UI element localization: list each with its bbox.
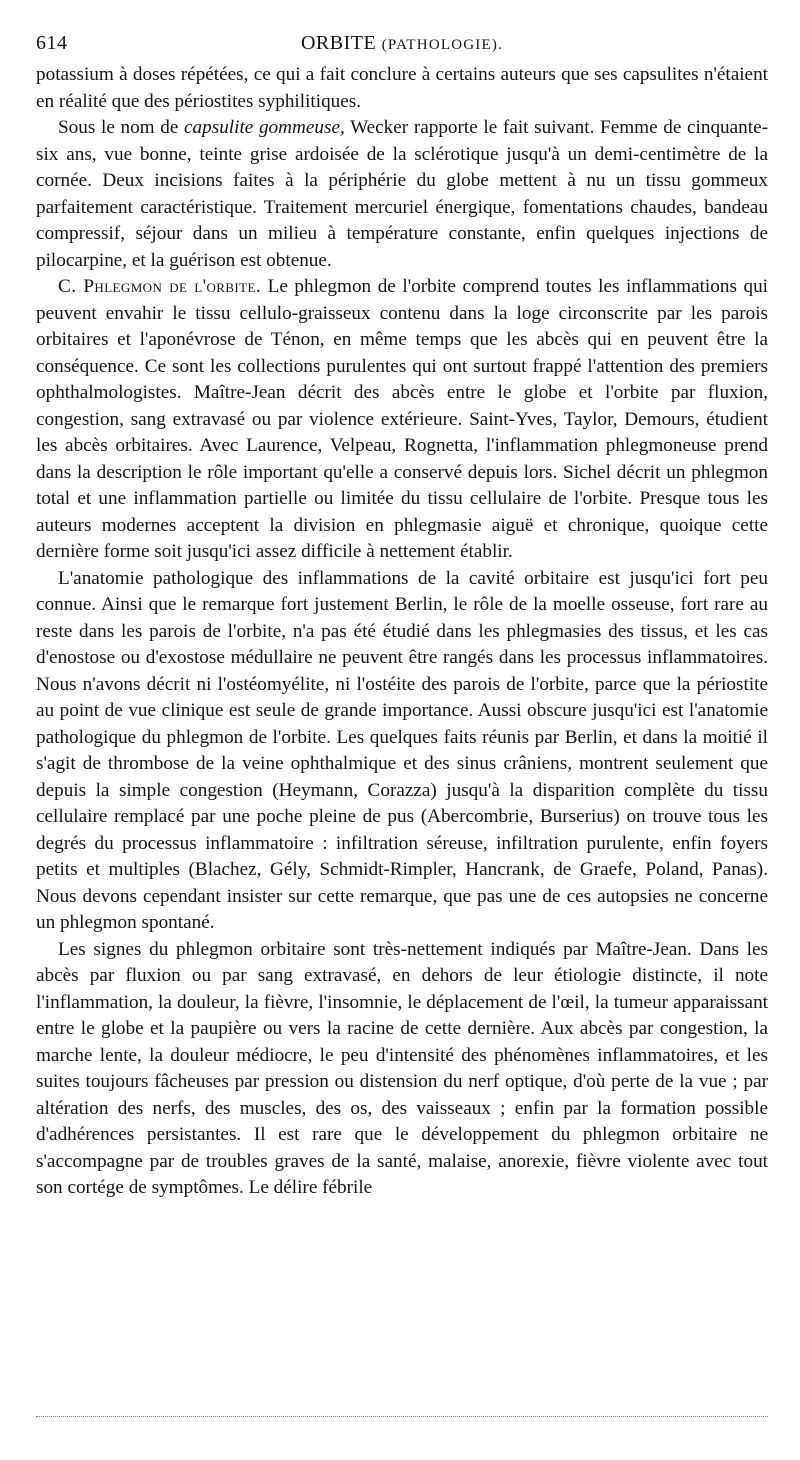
document-page xyxy=(36,28,768,1202)
running-title-sub: (PATHOLOGIE). xyxy=(381,37,503,53)
footer-rule xyxy=(36,1416,768,1417)
section-heading: C. Phlegmon de l'orbite. xyxy=(58,276,262,297)
running-title-main: ORBITE xyxy=(300,32,377,54)
page-number: 614 xyxy=(36,32,68,54)
paragraph-italic-term: capsulite gommeuse, xyxy=(184,117,345,138)
running-head xyxy=(36,28,768,62)
paragraph-text: potassium à doses répétées, ce qui a fait conclure à certains auteurs que ses capsulites n'étaient en réalité que des périostites syphilitiques. xyxy=(36,64,768,112)
paragraph-text: Les signes du phlegmon orbitaire sont très-nettement indiqués par Maître-Jean. Dans les abcès par fluxion ou par sang extravasé, en dehors de leur étiologie distincte, il note l'inflammation, la douleur, la fièvre, l'insomnie, le déplacement de l'œil, la tumeur apparaissant entre le globe et la paupière ou vers la racine de cette dernière. Aux abcès par congestion, la marche lente, la douleur médiocre, le peu d'intensité des phénomènes inflammatoires, et les suites toujours fâcheuses par pression ou distension du nerf optique, d'où perte de la vue ; par altération des nerfs, des muscles, des os, des vaisseaux ; enfin par la formation possible d'adhérences persistantes. Il est rare que le développement du phlegmon orbitaire ne s'accompagne par de troubles graves de la santé, malaise, anorexie, fièvre violente avec tout son cortége de symptômes. Le délire fébrile xyxy=(36,938,768,1198)
paragraph-continued xyxy=(36,62,768,115)
paragraph-anatomie xyxy=(36,566,768,937)
paragraph-signes xyxy=(36,937,768,1202)
paragraph-text-rest: Wecker rapporte le fait suivant. Femme de cinquante-six ans, vue bonne, teinte grise ardoisée de la sclérotique jusqu'à un demi-centimètre de la cornée. Deux incisions faites à la périphérie du globe mettent à nu un tissu gommeux parfaitement caractéristique. Traitement mercuriel énergique, fomentations chaudes, bandeau compressif, séjour dans un milieu à température constante, enfin quelques injections de pilocarpine, et la guérison est obtenue. xyxy=(36,117,768,271)
paragraph-text-lead: Sous le nom de xyxy=(58,117,185,138)
paragraph-phlegmon xyxy=(36,274,768,566)
paragraph-text: Le phlegmon de l'orbite comprend toutes les inflammations qui peuvent envahir le tissu cellulo-graisseux contenu dans la loge circonscrite par les parois orbitaires et l'aponévrose de Ténon, en même temps que les abcès qui en peuvent être la conséquence. Ce sont les collections purulentes qui ont surtout frappé l'attention des premiers ophthalmologistes. Maître-Jean décrit des abcès entre le globe et l'orbite par fluxion, congestion, sang extravasé ou par violence extérieure. Saint-Yves, Taylor, Demours, étudient les abcès orbitaires. Avec Laurence, Velpeau, Rognetta, l'inflammation phlegmoneuse prend dans la description le rôle important qu'elle a conservé depuis lors. Sichel décrit un phlegmon total et une inflammation partielle ou limitée du tissu cellulaire de l'orbite. Presque tous les auteurs modernes acceptent la division en phlegmasie aiguë et chronique, quoique cette dernière forme soit jusqu'ici assez difficile à nettement établir. xyxy=(36,276,768,562)
paragraph-text: L'anatomie pathologique des inflammations de la cavité orbitaire est jusqu'ici fort peu connue. Ainsi que le remarque fort justement Berlin, le rôle de la moelle osseuse, fort rare au reste dans les parois de l'orbite, n'a pas été étudié dans les phlegmasies des tissus, et les cas d'enostose ou d'exostose médullaire ne peuvent être rangés dans les processus inflammatoires. Nous n'avons décrit ni l'ostéomyélite, ni l'ostéite des parois de l'orbite, parce que la périostite au point de vue clinique est seule de grande importance. Aussi obscure jusqu'ici est l'anatomie pathologique du phlegmon de l'orbite. Les quelques faits réunis par Berlin, et dans la moitié il s'agit de thrombose de la veine ophthalmique et des sinus crâniens, montrent seulement que depuis la simple congestion (Heymann, Corazza) jusqu'à la disparition complète du tissu cellulaire remplacé par une poche pleine de pus (Abercombrie, Burserius) on trouve tous les degrés du processus inflammatoire : infiltration séreuse, infiltration purulente, enfin foyers petits et multiples (Blachez, Gély, Schmidt-Rimpler, Hancrank, de Graefe, Poland, Panas). Nous devons cependant insister sur cette remarque, que pas une de ces autopsies ne concerne un phlegmon spontané. xyxy=(36,567,768,933)
paragraph-capsulite xyxy=(36,115,768,274)
running-title xyxy=(36,28,768,60)
body-text xyxy=(36,62,768,1202)
